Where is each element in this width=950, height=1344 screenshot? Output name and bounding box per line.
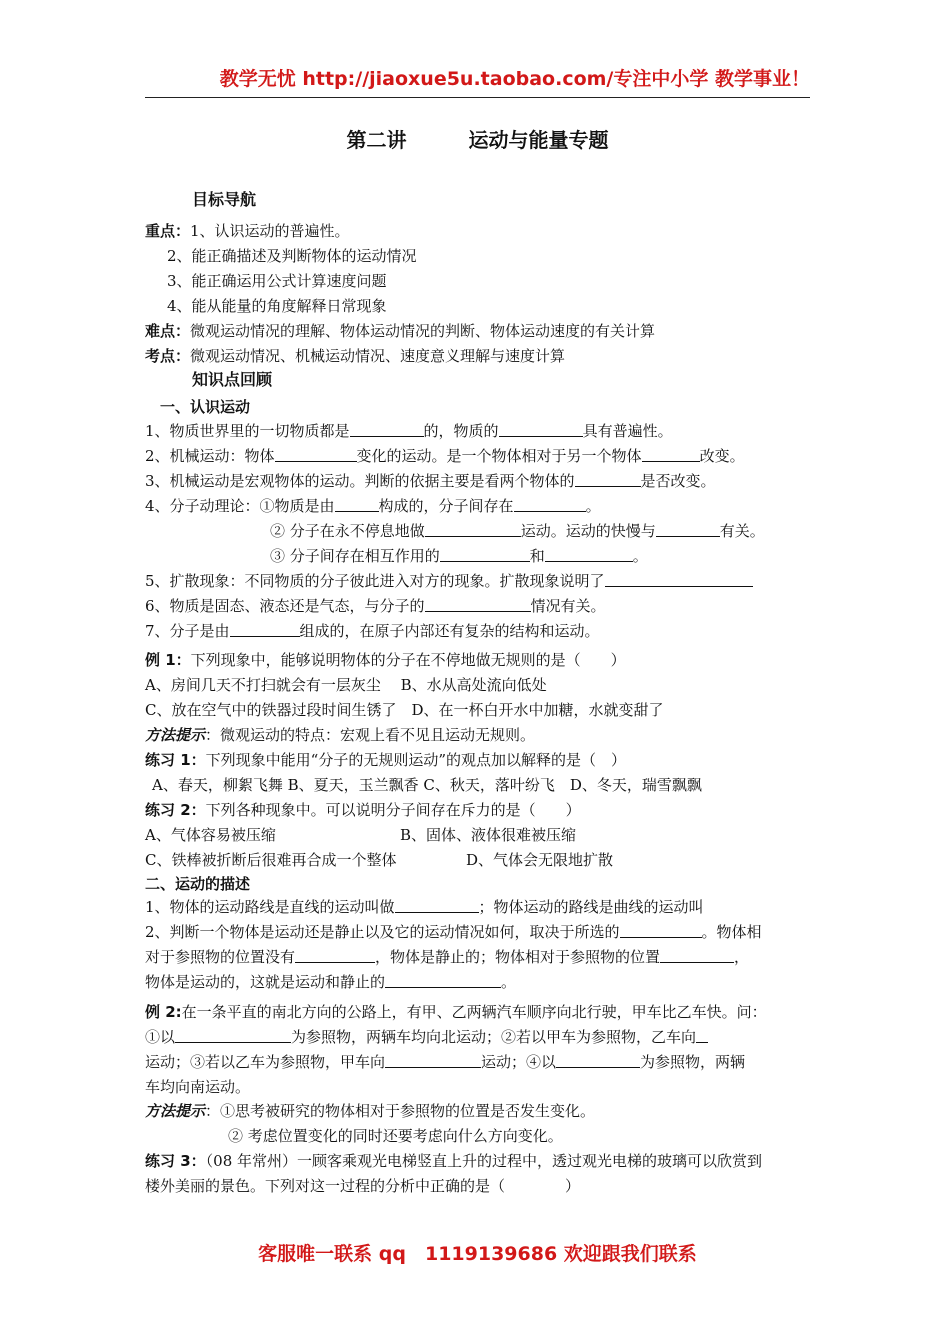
header-divider (145, 97, 810, 98)
example-2-question: 例 2:在一条平直的南北方向的公路上，有甲、乙两辆汽车顺序向北行驶，甲车比乙车快。问： (145, 1003, 767, 1021)
s1-line-6: ③ 分子间存在相互作用的 和 。 (270, 547, 648, 565)
key-point-1: 重点：1、认识运动的普遍性。 (145, 222, 350, 240)
blank[interactable] (575, 471, 641, 487)
practice-2-option-d: D、气体会无限地扩散 (466, 851, 614, 869)
footer-contact: 客服唯一联系 qq 1119139686 欢迎跟我们联系 (258, 1243, 697, 1265)
section1-heading: 一、认识运动 (160, 398, 251, 416)
practice-2-option-b: B、固体、液体很难被压缩 (400, 826, 577, 844)
blank[interactable] (440, 546, 530, 562)
blank[interactable] (295, 947, 375, 963)
blank[interactable] (556, 1052, 640, 1068)
blank[interactable] (425, 521, 521, 537)
blank[interactable] (175, 1027, 291, 1043)
practice-2-question: 练习 2：下列各种现象中。可以说明分子间存在斥力的是（ ） (145, 801, 581, 819)
blank[interactable] (395, 897, 479, 913)
blank[interactable] (275, 446, 357, 462)
blank[interactable] (385, 1052, 481, 1068)
s1-line-5: ② 分子在永不停息地做 运动。运动的快慢与 有关。 (270, 522, 765, 540)
key-point-2: 2、能正确描述及判断物体的运动情况 (167, 247, 417, 265)
example-2-line-4: 车均向南运动。 (145, 1078, 251, 1096)
blank[interactable] (656, 521, 720, 537)
nav-heading: 目标导航 (192, 190, 257, 209)
method-tip-2-line-2: ② 考虑位置变化的同时还要考虑向什么方向变化。 (228, 1127, 563, 1145)
practice-1-question: 练习 1：下列现象中能用“分子的无规则运动”的观点加以解释的是（ ） (145, 751, 627, 769)
example-2-line-3: 运动；③若以乙车为参照物，甲车向 运动；④以 为参照物，两辆 (145, 1053, 746, 1071)
practice-1-options: A、春天，柳絮飞舞 B、夏天，玉兰飘香 C、秋天，落叶纷飞 D、冬天，瑞雪飘飘 (152, 776, 702, 794)
s2-line-1: 1、物体的运动路线是直线的运动叫做 ；物体运动的路线是曲线的运动叫 (145, 898, 704, 916)
section2-heading: 二、运动的描述 (145, 875, 251, 893)
blank[interactable] (696, 1027, 708, 1043)
blank[interactable] (425, 596, 531, 612)
s1-line-1: 1、物质世界里的一切物质都是 的，物质的 具有普遍性。 (145, 422, 673, 440)
s2-line-3: 对于参照物的位置没有 ，物体是静止的；物体相对于参照物的位置 ， (145, 948, 750, 966)
method-tip-2: 方法提示：①思考被研究的物体相对于参照物的位置是否发生变化。 (145, 1102, 596, 1120)
title-lecture: 第二讲 (346, 128, 407, 152)
title-topic: 运动与能量专题 (468, 128, 609, 152)
blank[interactable] (335, 496, 379, 512)
key-label: 重点： (145, 222, 191, 240)
s1-line-3: 3、机械运动是宏观物体的运动。判断的依据主要是看两个物体的 是否改变。 (145, 472, 716, 490)
exam-points: 考点：微观运动情况、机械运动情况、速度意义理解与速度计算 (145, 347, 566, 365)
example-1-question: 例 1：下列现象中，能够说明物体的分子在不停地做无规则的是（ ） (145, 651, 626, 669)
practice-2-option-a: A、气体容易被压缩 (145, 826, 276, 844)
blank[interactable] (605, 571, 753, 587)
blank[interactable] (350, 421, 424, 437)
method-tip-1: 方法提示：微观运动的特点：宏观上看不见且运动无规则。 (145, 726, 536, 744)
s2-line-2: 2、判断一个物体是运动还是静止以及它的运动情况如何，取决于所选的 。物体相 (145, 923, 762, 941)
example-1-options-cd: C、放在空气中的铁器过段时间生锈了 D、在一杯白开水中加糖，水就变甜了 (145, 701, 664, 719)
example-2-line-2: ①以 为参照物，两辆车均向北运动；②若以甲车为参照物，乙车向 (145, 1027, 708, 1047)
blank[interactable] (230, 621, 300, 637)
blank[interactable] (514, 496, 586, 512)
s2-line-4: 物体是运动的，这就是运动和静止的 。 (145, 973, 517, 991)
blank[interactable] (620, 922, 702, 938)
difficult-points: 难点：微观运动情况的理解、物体运动情况的判断、物体运动速度的有关计算 (145, 322, 656, 340)
s1-line-4: 4、分子动理论：①物质是由 构成的，分子间存在 。 (145, 497, 601, 515)
key-point-4: 4、能从能量的角度解释日常现象 (167, 297, 387, 315)
practice-2-option-c: C、铁棒被折断后很难再合成一个整体 (145, 851, 397, 869)
blank[interactable] (499, 421, 583, 437)
blank[interactable] (642, 446, 700, 462)
example-1-options-ab: A、房间几天不打扫就会有一层灰尘 B、水从高处流向低处 (145, 676, 547, 694)
review-heading: 知识点回顾 (192, 370, 273, 389)
header-banner: 教学无忧 http://jiaoxue5u.taobao.com/专注中小学 教学事业！ (219, 68, 810, 90)
key-point-3: 3、能正确运用公式计算速度问题 (167, 272, 387, 290)
blank[interactable] (385, 972, 501, 988)
s1-line-8: 6、物质是固态、液态还是气态，与分子的 情况有关。 (145, 597, 606, 615)
practice-3-question: 练习 3：（08 年常州）一顾客乘观光电梯竖直上升的过程中，透过观光电梯的玻璃可以欣赏到 (145, 1152, 763, 1170)
page-title (145, 124, 810, 153)
s1-line-7: 5、扩散现象：不同物质的分子彼此进入对方的现象。扩散现象说明了 (145, 571, 753, 591)
blank[interactable] (660, 947, 734, 963)
practice-3-line-2: 楼外美丽的景色。下列对这一过程的分析中正确的是（ ） (145, 1177, 581, 1195)
blank[interactable] (545, 546, 633, 562)
s1-line-9: 7、分子是由 组成的，在原子内部还有复杂的结构和运动。 (145, 622, 600, 640)
s1-line-2: 2、机械运动：物体 变化的运动。是一个物体相对于另一个物体 改变。 (145, 447, 745, 465)
